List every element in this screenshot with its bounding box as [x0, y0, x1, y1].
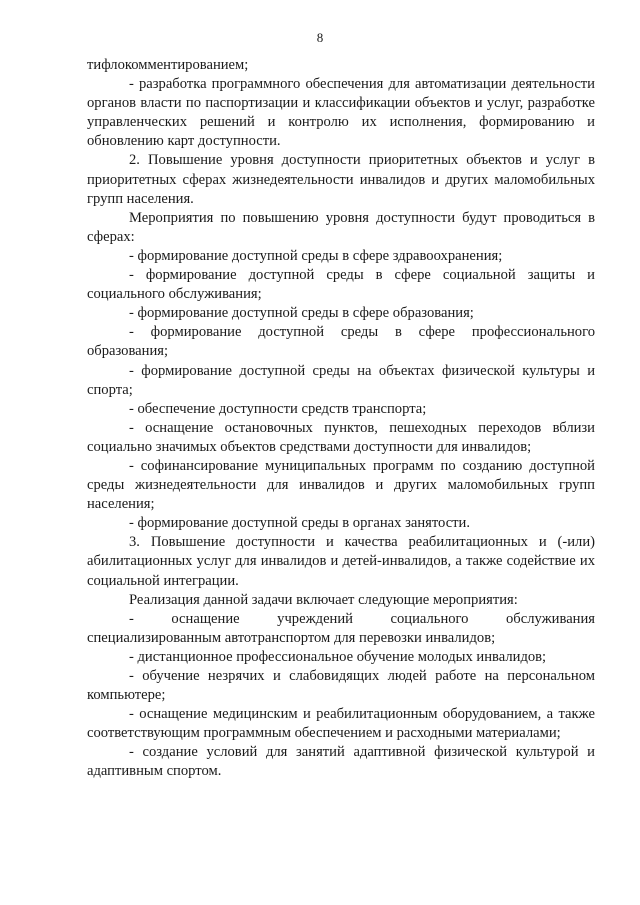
list-item-distance-learning: - дистанционное профессиональное обучение молодых инвалидов; — [129, 648, 547, 665]
list-item-sports: - формирование доступной среды на объектах физической культуры и спорта; — [87, 362, 595, 398]
paragraph-continuation: тифлокомментированием; — [87, 57, 249, 73]
body-text — [87, 56, 595, 782]
list-item-transport: - обеспечение доступности средств транспорта; — [129, 400, 427, 417]
paragraph-task-2: 2. Повышение уровня доступности приоритетных объектов и услуг в приоритетных сферах жизнедеятельности инвалидов и других маломобильных групп населения. — [87, 152, 595, 207]
paragraph-task-3-intro: Реализация данной задачи включает следующие мероприятия: — [129, 591, 518, 608]
list-item-adaptive-sports: - создание условий для занятий адаптивной физической культурой и адаптивным спортом. — [87, 744, 595, 780]
page-number: 8 — [316, 30, 324, 45]
list-item-medical-equipment: - оснащение медицинским и реабилитационным оборудованием, а также соответствующим программным обеспечением и расходными материалами; — [87, 706, 595, 742]
list-item-healthcare: - формирование доступной среды в сфере здравоохранения; — [129, 247, 503, 264]
list-item-stops-crossings: - оснащение остановочных пунктов, пешеходных переходов вблизи социально значимых объектов средствами доступности для инвалидов; — [87, 419, 595, 455]
paragraph-task-3: 3. Повышение доступности и качества реабилитационных и (-или) абилитационных услуг для инвалидов и детей-инвалидов, а также содействие их социальной интеграции. — [87, 534, 595, 589]
list-item-cofinancing: - софинансирование муниципальных программ по созданию доступной среды жизнедеятельности для инвалидов и других маломобильных групп населения; — [87, 457, 595, 513]
list-item-employment: - формирование доступной среды в органах занятости. — [129, 515, 471, 532]
list-item-software-development: - разработка программного обеспечения для автоматизации деятельности органов власти по паспортизации и классификации объектов и услуг, разработке управленческих решений и контролю их исполнения, формированию и обновлению карт доступности. — [87, 76, 595, 150]
list-item-education: - формирование доступной среды в сфере образования; — [129, 305, 474, 322]
paragraph-measures-intro: Мероприятия по повышению уровня доступности будут проводиться в сферах: — [87, 209, 595, 245]
list-item-computer-training: - обучение незрячих и слабовидящих людей работе на персональном компьютере; — [87, 668, 595, 704]
list-item-professional-education: - формирование доступной среды в сфере профессионального образования; — [87, 324, 595, 360]
list-item-transport-equipment: - оснащение учреждений социального обслуживания специализированным автотранспортом для перевозки инвалидов; — [87, 610, 595, 646]
list-item-social-protection: - формирование доступной среды в сфере социальной защиты и социального обслуживания; — [87, 267, 595, 303]
